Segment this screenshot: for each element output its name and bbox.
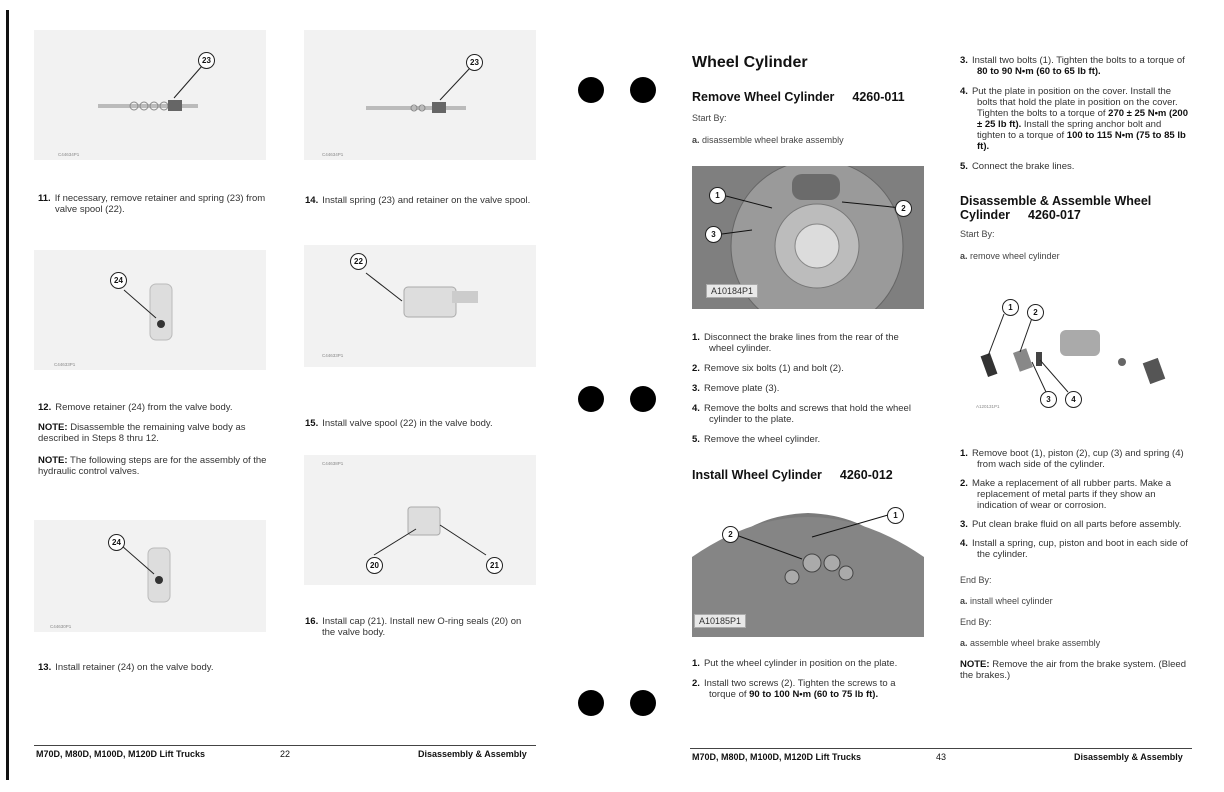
binder-hole [578,690,604,716]
note-assembly-steps: NOTE: The following steps are for the assembly of the hydraulic control valves. [38,455,267,477]
disassemble-steps [960,448,1192,560]
footer-rule [34,745,536,746]
valve-spool-illustration [34,30,266,160]
callout-4: 4 [1065,391,1082,408]
start-by-item: a. remove wheel cylinder [960,251,1060,261]
footer-section: Disassembly & Assembly [418,749,527,759]
callout-2: 2 [722,526,739,543]
end-by-label-1: End By: [960,575,992,585]
install-step-2: 2. Install two screws (2). Tighten the screws to a torque of 90 to 100 N•m (60 to 75 lb ft). [692,678,896,700]
figure-wheel-cylinder-exploded [960,290,1192,416]
figure-code: C44633P1 [54,362,76,367]
disassemble-step-3: 3. Put clean brake fluid on all parts before assembly. [960,519,1182,530]
figure-valve-spool-spring [34,30,266,160]
callout-2: 2 [1027,304,1044,321]
remove-steps [692,332,922,445]
figure-code: C44638P1 [322,461,344,466]
callout-3: 3 [1040,391,1057,408]
callout-21: 21 [486,557,503,574]
step-16: 16. Install cap (21). Install new O-ring seals (20) on the valve body. [305,616,522,638]
binder-hole [578,77,604,103]
install-step-1: 1. Put the wheel cylinder in position on the plate. [692,658,898,669]
page-edge-bar [6,10,9,780]
figure-label: A10185P1 [694,614,746,628]
binder-hole [630,690,656,716]
note-disassemble-remaining: NOTE: Disassemble the remaining valve body as described in Steps 8 thru 12. [38,422,246,444]
page-title: Wheel Cylinder [692,54,808,71]
left-page [0,0,560,792]
end-by-item-2: a. assemble wheel brake assembly [960,638,1101,648]
figure-retainer-removal [34,250,266,370]
callout-1: 1 [709,187,726,204]
valve-assembly-illustration [304,245,536,367]
disassemble-step-2: 2. Make a replacement of all rubber parts. Make a replacement of metal parts if they show an indication of wear or corrosion. [960,478,1172,511]
install-step-4: 4. Put the plate in position on the cover. Install the bolts that hold the plate in position on the cover. Tighten the bolts to a torque of 270 ± 25 N•m (200 ± 25 lb ft). Install the spring anchor bolt and tighten to a torque of 100 to 115 N•m (75 to 85 lb ft). [960,86,1188,152]
figure-cap-oring-install [304,455,536,585]
end-by-item-1: a. install wheel cylinder [960,596,1053,606]
remove-step-3: 3. Remove plate (3). [692,383,780,394]
disassemble-step-1: 1. Remove boot (1), piston (2), cup (3) and spring (4) from wach side of the cylinder. [960,448,1184,470]
remove-step-4: 4. Remove the bolts and screws that hold the wheel cylinder to the plate. [692,403,911,425]
callout-1: 1 [887,507,904,524]
callout-20: 20 [366,557,383,574]
callout-24: 24 [108,534,125,551]
remove-step-2: 2. Remove six bolts (1) and bolt (2). [692,363,844,374]
section-heading-install: Install Wheel Cylinder 4260-012 [692,468,893,482]
figure-code: C44633P1 [322,353,344,358]
figure-label: A10184P1 [706,284,758,298]
step-15: 15. Install valve spool (22) in the valve body. [305,418,493,429]
valve-body-illustration [34,250,266,370]
footer-models: M70D, M80D, M100D, M120D Lift Trucks [692,752,862,762]
callout-2: 2 [895,200,912,217]
figure-code: C44634P1 [322,152,344,157]
install-steps-col2 [960,55,1192,172]
start-by-item: a. disassemble wheel brake assembly [692,135,844,145]
binder-hole [630,386,656,412]
binder-hole [578,386,604,412]
figure-valve-spool-install [304,245,536,367]
callout-1: 1 [1002,299,1019,316]
note-bleed-brakes: NOTE: Remove the air from the brake system. (Bleed the brakes.) [960,659,1186,681]
step-11: 11. If necessary, remove retainer and spring (23) from valve spool (22). [38,193,266,215]
callout-23: 23 [466,54,483,71]
callout-23: 23 [198,52,215,69]
step-14: 14. Install spring (23) and retainer on the valve spool. [305,195,531,206]
valve-body-illustration [34,520,266,632]
step-13: 13. Install retainer (24) on the valve body. [38,662,214,673]
figure-code: C44630P1 [50,624,72,629]
footer-page-number: 43 [936,752,947,762]
figure-retainer-install [34,520,266,632]
figure-code: A120131P1 [976,404,1000,409]
binder-hole [630,77,656,103]
start-by-label: Start By: [692,113,727,123]
right-page [660,0,1224,792]
callout-22: 22 [350,253,367,270]
install-steps-col1 [692,658,922,700]
remove-step-5: 5. Remove the wheel cylinder. [692,434,821,445]
footer-page-number: 22 [280,749,291,759]
step-12: 12. Remove retainer (24) from the valve body. [38,402,233,413]
footer-section: Disassembly & Assembly [1074,752,1183,762]
start-by-label: Start By: [960,229,995,239]
remove-step-1: 1. Disconnect the brake lines from the rear of the wheel cylinder. [692,332,899,354]
callout-24: 24 [110,272,127,289]
install-step-5: 5. Connect the brake lines. [960,161,1075,172]
install-step-3: 3. Install two bolts (1). Tighten the bolts to a torque of 80 to 90 N•m (60 to 65 lb ft). [960,55,1185,77]
section-heading-remove: Remove Wheel Cylinder 4260-011 [692,90,905,104]
end-by-label-2: End By: [960,617,992,627]
figure-wheel-cylinder-plate [692,497,924,637]
valve-spool-illustration [304,30,536,160]
disassemble-step-4: 4. Install a spring, cup, piston and boot in each side of the cylinder. [960,538,1188,560]
figure-spring-install [304,30,536,160]
footer-models: M70D, M80D, M100D, M120D Lift Trucks [36,749,206,759]
figure-brake-plate [692,166,924,309]
footer-rule [690,748,1192,749]
section-heading-disassemble: Disassemble & Assemble Wheel Cylinder 4260-017 [960,194,1152,222]
figure-code: C44634P1 [58,152,80,157]
callout-3: 3 [705,226,722,243]
